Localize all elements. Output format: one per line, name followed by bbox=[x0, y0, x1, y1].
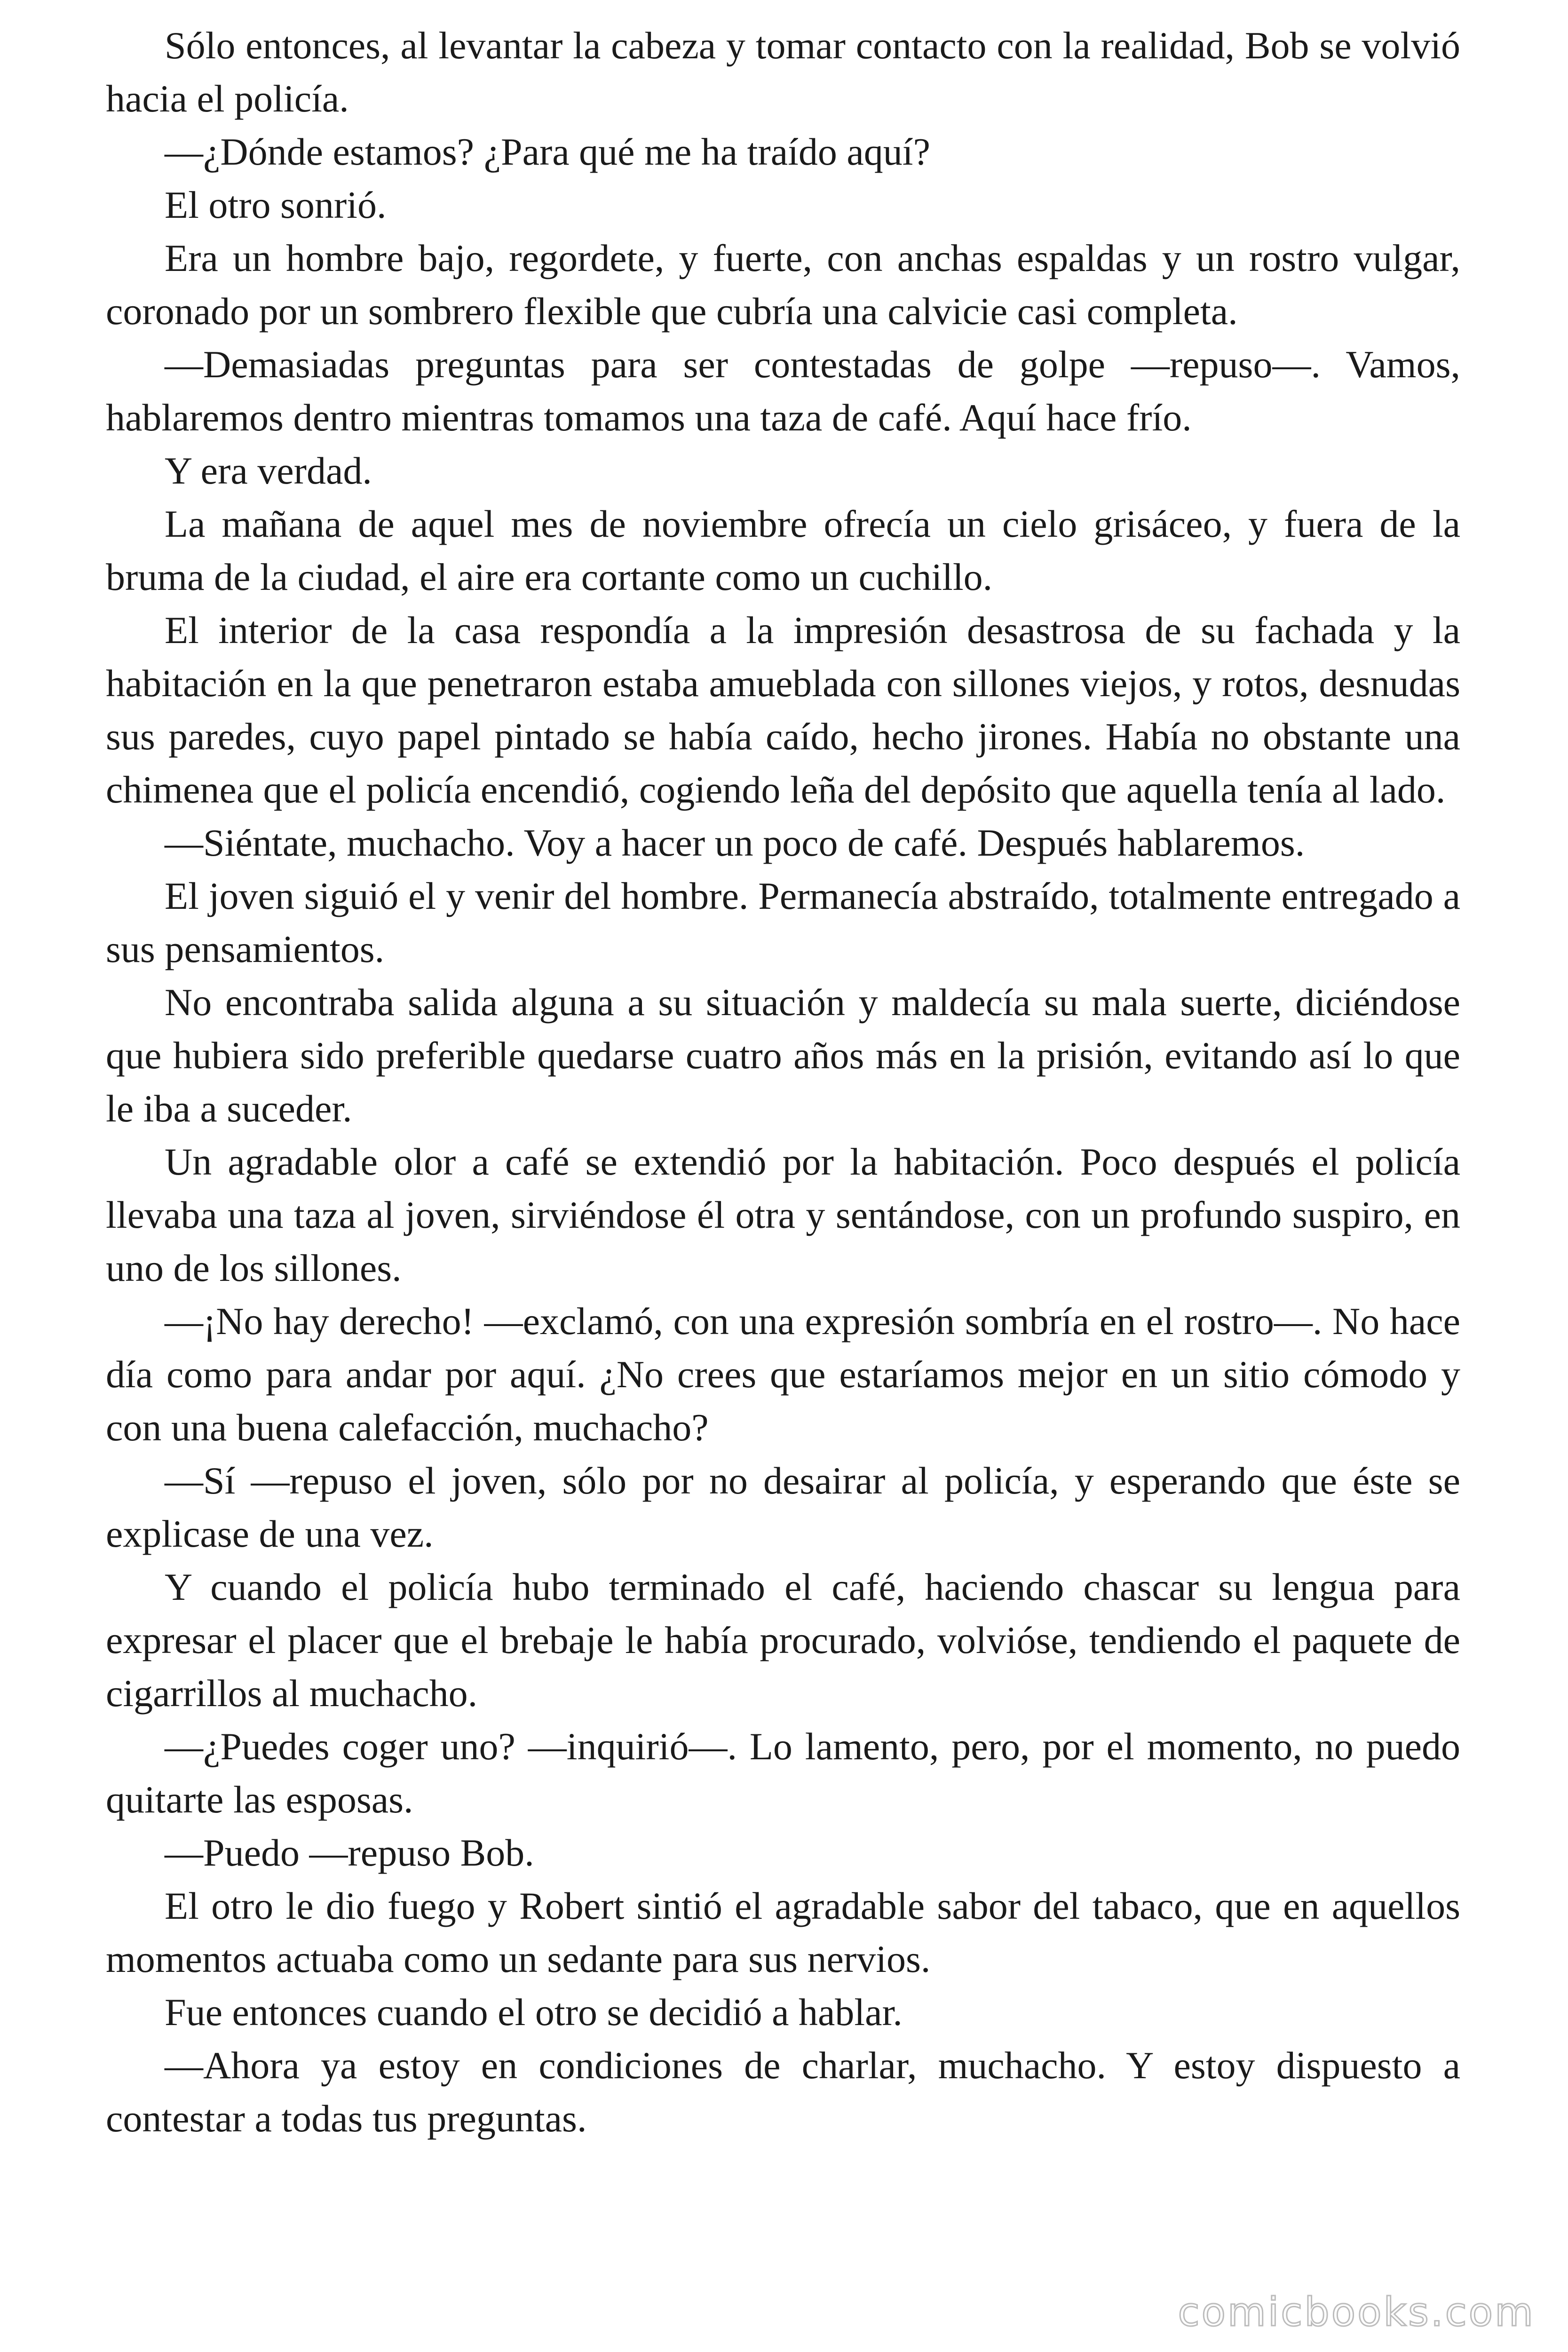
paragraph: No encontraba salida alguna a su situación y maldecía su mala suerte, diciéndose que hubiera sido preferible quedarse cuatro años más en la prisión, evitando así lo que le iba a suceder. bbox=[106, 981, 1460, 1130]
paragraph: La mañana de aquel mes de noviembre ofrecía un cielo grisáceo, y fuera de la bruma de la ciudad, el aire era cortante como un cuchillo. bbox=[106, 502, 1460, 598]
paragraph: El joven siguió el y venir del hombre. Permanecía abstraído, totalmente entregado a sus pensamientos. bbox=[106, 874, 1460, 970]
paragraph: El otro le dio fuego y Robert sintió el agradable sabor del tabaco, que en aquellos momentos actuaba como un sedante para sus nervios. bbox=[106, 1884, 1460, 1980]
paragraph: —¿Dónde estamos? ¿Para qué me ha traído aquí? bbox=[165, 130, 930, 173]
paragraph: Y era verdad. bbox=[165, 449, 372, 492]
watermark: comicbooks.com bbox=[1178, 2289, 1535, 2335]
paragraph: —Demasiadas preguntas para ser contestadas de golpe —repuso—. Vamos, hablaremos dentro mientras tomamos una taza de café. Aquí hace frío. bbox=[106, 343, 1460, 439]
paragraph: Era un hombre bajo, regordete, y fuerte, con anchas espaldas y un rostro vulgar, coronado por un sombrero flexible que cubría una calvicie casi completa. bbox=[106, 237, 1460, 333]
paragraph: —¿Puedes coger uno? —inquirió—. Lo lamento, pero, por el momento, no puedo quitarte las esposas. bbox=[106, 1725, 1460, 1821]
paragraph: El interior de la casa respondía a la impresión desastrosa de su fachada y la habitación en la que penetraron estaba amueblada con sillones viejos, y rotos, desnudas sus paredes, cuyo papel pintado se había caído, hecho jirones. Había no obstante una chimenea que el policía encendió, cogiendo leña del depósito que aquella tenía al lado. bbox=[106, 609, 1460, 811]
paragraph: —Siéntate, muchacho. Voy a hacer un poco de café. Después hablaremos. bbox=[165, 821, 1305, 864]
paragraph: —¡No hay derecho! —exclamó, con una expresión sombría en el rostro—. No hace día como para andar por aquí. ¿No crees que estaríamos mejor en un sitio cómodo y con una buena calefacción, muchacho? bbox=[106, 1300, 1460, 1449]
paragraph: El otro sonrió. bbox=[165, 183, 387, 226]
paragraph: Fue entonces cuando el otro se decidió a hablar. bbox=[165, 1991, 903, 2034]
page-body bbox=[106, 19, 1460, 2145]
paragraph: Y cuando el policía hubo terminado el café, haciendo chascar su lengua para expresar el placer que el brebaje le había procurado, volvióse, tendiendo el paquete de cigarrillos al muchacho. bbox=[106, 1565, 1460, 1715]
paragraph: —Sí —repuso el joven, sólo por no desairar al policía, y esperando que éste se explicase de una vez. bbox=[106, 1459, 1460, 1555]
paragraph: —Ahora ya estoy en condiciones de charlar, muchacho. Y estoy dispuesto a contestar a todas tus preguntas. bbox=[106, 2044, 1460, 2140]
paragraph: Sólo entonces, al levantar la cabeza y tomar contacto con la realidad, Bob se volvió hacia el policía. bbox=[106, 24, 1460, 120]
paragraph: —Puedo —repuso Bob. bbox=[165, 1831, 534, 1874]
paragraph: Un agradable olor a café se extendió por la habitación. Poco después el policía llevaba una taza al joven, sirviéndose él otra y sentándose, con un profundo suspiro, en uno de los sillones. bbox=[106, 1140, 1460, 1289]
